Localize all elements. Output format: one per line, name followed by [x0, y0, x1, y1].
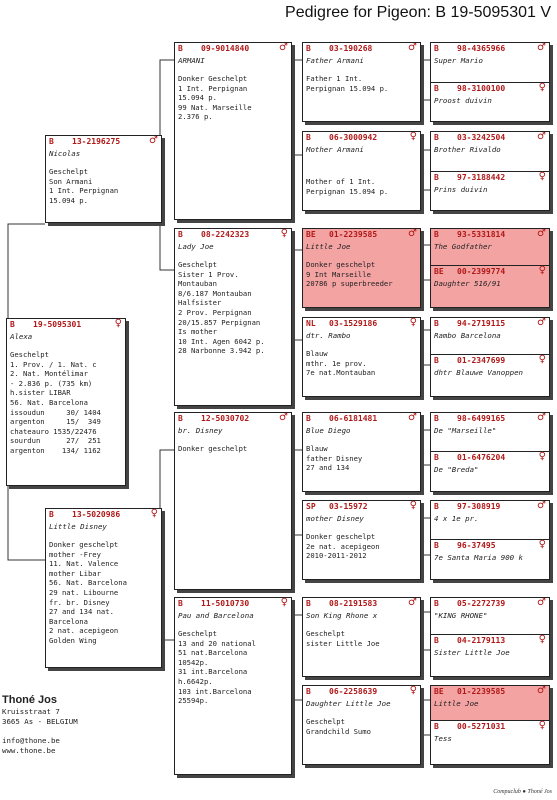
male-icon: ♂: [408, 42, 417, 53]
male-icon: ♂: [537, 131, 546, 142]
pigeon-name: "KING RHONE": [434, 611, 488, 620]
grandparent-card-1[interactable]: [174, 42, 292, 220]
male-icon: ♂: [408, 597, 417, 608]
pigeon-name: Nicolas: [49, 149, 81, 158]
great-grandparent-card-2[interactable]: [302, 131, 421, 211]
pigeon-name: De "Marseille": [434, 426, 497, 435]
female-icon: ♀: [114, 318, 122, 329]
breeder-street: Kruisstraat 7: [2, 707, 60, 716]
female-icon: ♀: [538, 720, 546, 731]
grandparent-card-3[interactable]: [174, 412, 292, 590]
pigeon-name: mother Disney: [306, 514, 364, 523]
pigeon-name: Prins duivin: [434, 185, 488, 194]
software-credit: Compuclub ● Thoné Jos: [493, 789, 552, 795]
pigeon-name: dtr. Rambo: [306, 331, 351, 340]
country-code: B: [49, 137, 54, 146]
country-code: B: [178, 414, 183, 423]
country-code: B: [178, 599, 183, 608]
ring-number: 00-5271031: [457, 722, 506, 731]
male-icon: ♂: [537, 317, 546, 328]
ring-number: 04-2179113: [457, 636, 506, 645]
ring-number: 01-6476204: [457, 453, 506, 462]
male-icon: ♂: [408, 228, 417, 239]
female-icon: ♀: [409, 500, 417, 511]
pigeon-name: De "Breda": [434, 465, 479, 474]
great-grandparent-card-6[interactable]: [302, 500, 421, 580]
ring-number: 03-3242504: [457, 133, 506, 142]
country-code: B: [434, 84, 439, 93]
pigeon-name: Super Mario: [434, 56, 483, 65]
pigeon-info: Blauw mthr. 1e prov. 7e nat.Montauban: [306, 349, 376, 378]
breeder-name: Thoné Jos: [2, 694, 58, 706]
country-code: B: [434, 636, 439, 645]
female-icon: ♀: [409, 685, 417, 696]
pigeon-name: Sister Little Joe: [434, 648, 510, 657]
ring-number: 08-2191583: [329, 599, 378, 608]
pigeon-name: Tess: [434, 734, 452, 743]
great-grandparent-card-7[interactable]: [302, 597, 421, 677]
pigeon-info: Geschelpt Sister 1 Prov. Montauban 8/6.187 Montauban Halfsister 2 Prov. Perpignan 20/15.857 Perpignan Is mother 10 Int. Agen 6042 p. 28 Narbonne 3.942 p.: [178, 260, 265, 356]
pigeon-info: Geschelpt 13 and 20 national 51 nat.Barcelona 10542p. 31 int.Barcelona h.6642p. 103 int.Barcelona 25594p.: [178, 629, 256, 706]
female-icon: ♀: [538, 634, 546, 645]
country-code: B: [306, 44, 311, 53]
pigeon-info: Donker geschelpt: [178, 444, 248, 453]
ring-number: 08-2242323: [201, 230, 250, 239]
country-code: B: [434, 599, 439, 608]
great-grandparent-card-4[interactable]: [302, 317, 421, 397]
female-icon: ♀: [280, 597, 288, 608]
pigeon-name: Mother Armani: [306, 145, 364, 154]
pigeon-info: Geschelpt 1. Prov. / 1. Nat. c 2. Nat. Montélimar - 2.836 p. (735 km) h.sister LIBAR 56. Nat. Barcelona issoudun 30/ 1404 argenton 15/ 349 chateauro 1535/22476 sourdun 27/ 251 argenton 134/ 1162: [10, 350, 101, 455]
ring-number: 06-3000942: [329, 133, 378, 142]
great-grandparent-card-8[interactable]: [302, 685, 421, 765]
country-code: BE: [306, 230, 316, 239]
female-icon: ♀: [150, 508, 158, 519]
great-grandparent-card-5[interactable]: [302, 412, 421, 492]
country-code: B: [434, 722, 439, 731]
pigeon-name: Son King Rhone x: [306, 611, 378, 620]
ring-number: 06-2258639: [329, 687, 378, 696]
ring-number: 98-4365966: [457, 44, 506, 53]
ring-number: 98-6499165: [457, 414, 506, 423]
female-icon: ♀: [538, 539, 546, 550]
ring-number: 00-2399774: [457, 267, 506, 276]
country-code: B: [306, 599, 311, 608]
pigeon-name: Pau and Barcelona: [178, 611, 254, 620]
female-icon: ♀: [538, 451, 546, 462]
female-icon: ♀: [538, 82, 546, 93]
country-code: B: [306, 414, 311, 423]
country-code: SP: [306, 502, 316, 511]
ring-number: 03-15972: [329, 502, 368, 511]
male-icon: ♂: [279, 412, 288, 423]
ring-number: 93-5331814: [457, 230, 506, 239]
country-code: B: [434, 356, 439, 365]
male-icon: ♂: [149, 135, 158, 146]
male-icon: ♂: [537, 412, 546, 423]
pigeon-name: Little Disney: [49, 522, 107, 531]
ring-number: 13-5020986: [72, 510, 121, 519]
country-code: B: [434, 453, 439, 462]
pigeon-name: Alexa: [10, 332, 33, 341]
country-code: B: [178, 230, 183, 239]
ring-number: 03-190268: [329, 44, 373, 53]
breeder-email[interactable]: info@thone.be: [2, 736, 60, 745]
country-code: B: [434, 414, 439, 423]
female-icon: ♀: [538, 171, 546, 182]
page-title: Pedigree for Pigeon: B 19-5095301 V: [285, 4, 551, 21]
ring-number: 05-2272739: [457, 599, 506, 608]
pigeon-name: ARMANI: [178, 56, 205, 65]
pigeon-info: Blauw father Disney 27 and 134: [306, 444, 363, 473]
pigeon-info: Father 1 Int. Perpignan 15.094 p.: [306, 74, 389, 93]
country-code: BE: [434, 687, 444, 696]
pigeon-name: Blue Diego: [306, 426, 351, 435]
female-icon: ♀: [409, 131, 417, 142]
ggg-pair-card-4[interactable]: [430, 317, 550, 397]
pigeon-name: Daughter Little Joe: [306, 699, 391, 708]
ring-number: 94-2719115: [457, 319, 506, 328]
female-icon: ♀: [538, 265, 546, 276]
pigeon-name: Lady Joe: [178, 242, 214, 251]
country-code: B: [49, 510, 54, 519]
female-icon: ♀: [409, 317, 417, 328]
ggg-pair-card-7[interactable]: [430, 597, 550, 677]
ring-number: 19-5095301: [33, 320, 82, 329]
breeder-info: [2, 693, 78, 756]
sire-card[interactable]: [45, 135, 162, 223]
pigeon-name: Little Joe: [306, 242, 351, 251]
ring-number: 12-5030702: [201, 414, 250, 423]
female-icon: ♀: [280, 228, 288, 239]
pigeon-name: dhtr Blauwe Vanoppen: [434, 368, 523, 377]
ring-number: 97-3188442: [457, 173, 506, 182]
pigeon-name: Brother Rivaldo: [434, 145, 501, 154]
pigeon-name: Father Armani: [306, 56, 364, 65]
pigeon-info: Geschelpt Grandchild Sumo: [306, 717, 371, 736]
pigeon-name: Proost duivin: [434, 96, 492, 105]
country-code: B: [306, 687, 311, 696]
pigeon-info: Donker geschelpt 9 Int Marseille 20786 p superbreeder: [306, 260, 393, 289]
grandparent-card-4[interactable]: [174, 597, 292, 775]
country-code: BE: [434, 267, 444, 276]
ring-number: 01-2239585: [329, 230, 378, 239]
grandparent-card-2[interactable]: [174, 228, 292, 406]
ggg-pair-card-6[interactable]: [430, 500, 550, 580]
pigeon-name: Rambo Barcelona: [434, 331, 501, 340]
ggg-pair-card-3[interactable]: [430, 228, 550, 308]
male-icon: ♂: [537, 228, 546, 239]
pigeon-info: Mother of 1 Int. Perpignan 15.094 p.: [306, 177, 389, 196]
breeder-city: 3665 As - BELGIUM: [2, 717, 78, 726]
country-code: NL: [306, 319, 316, 328]
pigeon-info: Donker geschelpt mother -Frey 11. Nat. Valence mother Libar 56. Nat. Barcelona 29 nat. Libourne fr. br. Disney 27 and 134 nat. Barcelona 2 nat. acepigeon Golden Wing: [49, 540, 127, 645]
country-code: B: [434, 133, 439, 142]
breeder-website[interactable]: www.thone.be: [2, 746, 56, 755]
male-icon: ♂: [537, 500, 546, 511]
country-code: B: [178, 44, 183, 53]
great-grandparent-card-1[interactable]: [302, 42, 421, 122]
ring-number: 11-5010730: [201, 599, 250, 608]
pigeon-name: 7e Santa Maria 900 k: [434, 553, 523, 562]
pigeon-name: Daughter 516/91: [434, 279, 501, 288]
country-code: B: [434, 44, 439, 53]
pigeon-info: Geschelpt Son Armani 1 Int. Perpignan 15.094 p.: [49, 167, 119, 205]
ggg-pair-card-5[interactable]: [430, 412, 550, 492]
pigeon-info: Donker geschelpt 2e nat. acepigeon 2010-2011-2012: [306, 532, 380, 561]
dam-card[interactable]: [45, 508, 162, 668]
pigeon-name: br. Disney: [178, 426, 223, 435]
ring-number: 06-6181481: [329, 414, 378, 423]
ring-number: 97-308919: [457, 502, 501, 511]
country-code: B: [10, 320, 15, 329]
pigeon-info: Geschelpt sister Little Joe: [306, 629, 380, 648]
ring-number: 01-2239585: [457, 687, 506, 696]
ggg-pair-card-1[interactable]: [430, 42, 550, 122]
ring-number: 03-1529186: [329, 319, 378, 328]
country-code: B: [434, 541, 439, 550]
male-icon: ♂: [408, 412, 417, 423]
ring-number: 09-9014840: [201, 44, 250, 53]
pigeon-name: The Godfather: [434, 242, 492, 251]
country-code: B: [434, 173, 439, 182]
ring-number: 96-37495: [457, 541, 496, 550]
pigeon-name: 4 x 1e pr.: [434, 514, 479, 523]
ring-number: 01-2347699: [457, 356, 506, 365]
subject-pigeon-card[interactable]: [6, 318, 126, 486]
ring-number: 13-2196275: [72, 137, 121, 146]
male-icon: ♂: [537, 597, 546, 608]
pigeon-info: Donker Geschelpt 1 Int. Perpignan 15.094 p. 99 Nat. Marseille 2.376 p.: [178, 74, 252, 122]
male-icon: ♂: [537, 42, 546, 53]
male-icon: ♂: [279, 42, 288, 53]
pigeon-name: Little Joe: [434, 699, 479, 708]
country-code: B: [434, 319, 439, 328]
ggg-pair-card-8[interactable]: [430, 685, 550, 765]
country-code: B: [434, 230, 439, 239]
country-code: B: [434, 502, 439, 511]
country-code: B: [306, 133, 311, 142]
male-icon: ♂: [537, 685, 546, 696]
female-icon: ♀: [538, 354, 546, 365]
ring-number: 98-3100100: [457, 84, 506, 93]
great-grandparent-card-3[interactable]: [302, 228, 421, 308]
ggg-pair-card-2[interactable]: [430, 131, 550, 211]
